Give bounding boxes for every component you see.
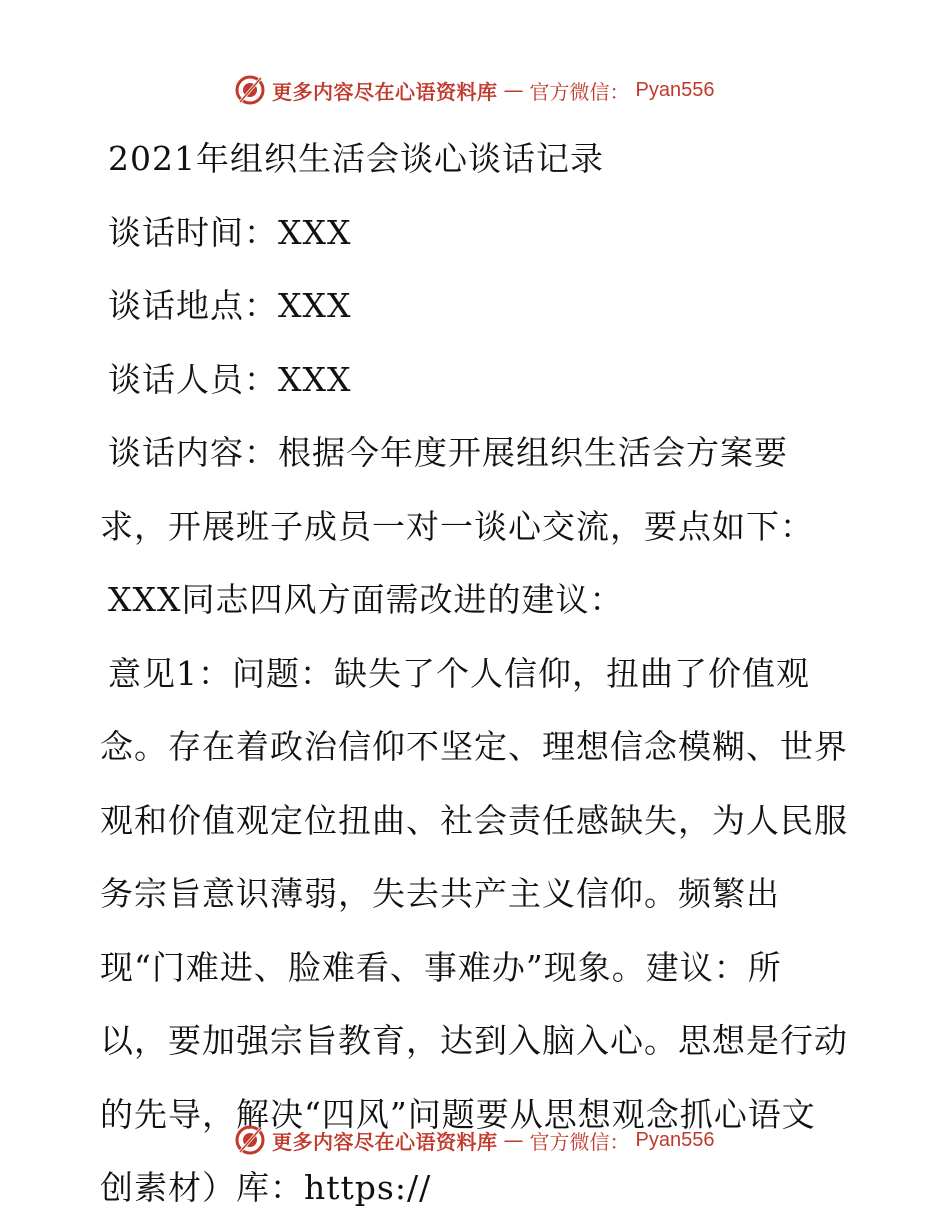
opinion-paragraph-line: 以，要加强宗旨教育，达到入脑入心。思想是行动 bbox=[100, 1021, 848, 1060]
quill-seal-icon bbox=[234, 1124, 266, 1156]
watermark-dash: — bbox=[503, 1128, 524, 1152]
document-title: 2021年组织生活会谈心谈话记录 bbox=[108, 139, 604, 178]
watermark-label: 官方微信： bbox=[529, 1129, 630, 1154]
document-body bbox=[100, 122, 860, 1225]
meeting-time: 谈话时间：XXX bbox=[108, 212, 352, 252]
footer-watermark bbox=[234, 1123, 714, 1157]
header-watermark bbox=[234, 73, 714, 107]
opinion-paragraph-line: 务宗旨意识薄弱，失去共产主义信仰。频繁出 bbox=[100, 874, 780, 913]
opinion-paragraph-line: 意见1：问题：缺失了个人信仰，扭曲了价值观 bbox=[108, 653, 810, 693]
opinion-paragraph-line: 观和价值观定位扭曲、社会责任感缺失，为人民服 bbox=[100, 800, 848, 840]
quill-seal-icon bbox=[234, 74, 266, 106]
watermark-id: Pyan556 bbox=[635, 78, 715, 101]
watermark-brand: 更多内容尽在心语资料库 bbox=[272, 1129, 498, 1154]
section-heading: XXX同志四风方面需改进的建议： bbox=[108, 580, 624, 619]
opinion-paragraph-line: 现“门难进、脸难看、事难办”现象。建议：所 bbox=[100, 947, 782, 987]
meeting-participants: 谈话人员：XXX bbox=[108, 359, 352, 399]
watermark-brand: 更多内容尽在心语资料库 bbox=[272, 79, 498, 104]
content-paragraph-line: 谈话内容：根据今年度开展组织生活会方案要 bbox=[108, 433, 788, 472]
opinion-paragraph-line: 的先导，解决“四风”问题要从思想观念抓心语文 bbox=[100, 1094, 816, 1134]
opinion-paragraph-line: 念。存在着政治信仰不坚定、理想信念模糊、世界 bbox=[100, 727, 848, 766]
opinion-paragraph-line: 创素材）库：https:// bbox=[100, 1168, 432, 1207]
content-paragraph-line: 求，开展班子成员一对一谈心交流，要点如下： bbox=[100, 506, 814, 546]
meeting-location: 谈话地点：XXX bbox=[108, 286, 352, 325]
watermark-dash: — bbox=[503, 78, 524, 102]
watermark-id: Pyan556 bbox=[635, 1128, 715, 1151]
watermark-label: 官方微信： bbox=[529, 79, 630, 104]
